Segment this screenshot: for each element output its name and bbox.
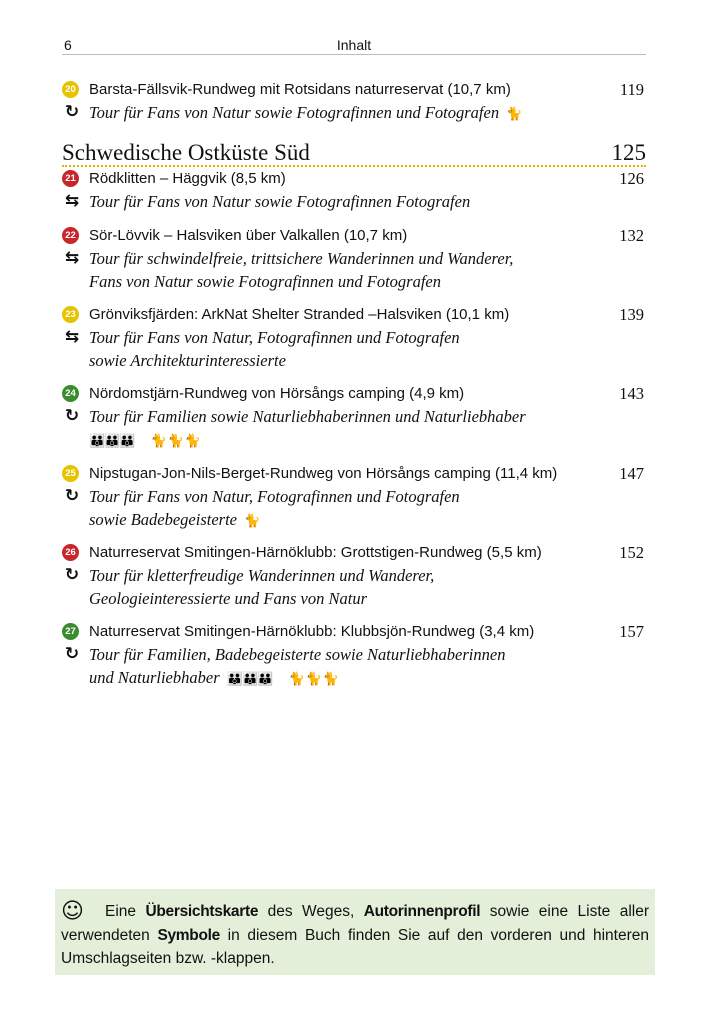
entry-description-row <box>62 101 646 124</box>
dog-friendly-icon: 🐈🐈🐈 <box>288 672 341 687</box>
entry-description: Fans von Natur sowie Fotografinnen und Fotografen <box>89 272 441 291</box>
family-friendly-icon: 👪👪👪 <box>223 672 273 687</box>
entry-description: Tour für Fans von Natur sowie Fotografinnen und Fotografen <box>89 103 500 122</box>
entry-page-number: 147 <box>619 464 644 483</box>
section-page-number: 125 <box>611 140 646 165</box>
toc-entry-26[interactable] <box>62 541 646 610</box>
tour-number-badge: 21 <box>62 170 79 187</box>
page-number: 6 <box>64 37 72 53</box>
entry-description: Tour für Fans von Natur, Fotografinnen und Fotografen <box>89 328 460 347</box>
toc-entry-21[interactable] <box>62 167 646 213</box>
entry-title: Naturreservat Smitingen-Härnöklubb: Grottstigen-Rundweg (5,5 km) <box>89 544 542 561</box>
smiley-icon: ☺ <box>61 899 84 924</box>
entry-description: und Naturliebhaber <box>89 668 220 687</box>
section-title: Schwedische Ostküste Süd <box>62 140 310 165</box>
entry-description: Tour für Familien sowie Naturliebhaberinnen und Naturliebhaber <box>89 407 526 426</box>
entry-page-number: 157 <box>619 622 644 641</box>
entry-description: Tour für kletterfreudige Wanderinnen und Wanderer, <box>89 566 435 585</box>
running-header-title: Inhalt <box>336 37 372 53</box>
toc-entry-20[interactable] <box>62 78 646 124</box>
entry-title: Nipstugan-Jon-Nils-Berget-Rundweg von Hörsångs camping (11,4 km) <box>89 465 558 482</box>
dog-friendly-icon: 🐈 <box>503 107 522 122</box>
loop-route-icon: ↻ <box>64 565 80 585</box>
info-note-text: ☺ Eine Übersichtskarte des Weges, Autorinnenprofil sowie eine Liste aller verwendeten Symbole in diesem Buch finden Sie auf den vorderen und hinteren Umschlagseiten bzw. -klappen. <box>61 899 650 967</box>
entry-title: Naturreservat Smitingen-Härnöklubb: Klubbsjön-Rundweg (3,4 km) <box>89 623 535 640</box>
dog-friendly-icon: 🐈🐈🐈 <box>150 434 203 449</box>
loop-route-icon: ↻ <box>64 102 80 122</box>
tour-number-badge: 27 <box>62 623 79 640</box>
entry-description: Geologieinteressierte und Fans von Natur <box>89 589 368 608</box>
entry-title: Barsta-Fällsvik-Rundweg mit Rotsidans naturreservat (10,7 km) <box>89 81 511 98</box>
tour-number-badge: 20 <box>62 81 79 98</box>
entry-description: Tour für Fans von Natur sowie Fotografinnen Fotografen <box>89 192 471 211</box>
entry-description: Tour für Familien, Badebegeisterte sowie Naturliebhaberinnen <box>89 645 506 664</box>
entry-title: Grönviksfjärden: ArkNat Shelter Stranded –Halsviken (10,1 km) <box>89 306 510 323</box>
entry-page-number: 119 <box>619 80 644 99</box>
tour-number-badge: 25 <box>62 465 79 482</box>
entry-page-number: 126 <box>619 169 644 188</box>
info-note <box>55 889 655 975</box>
out-and-back-route-icon: ⇆ <box>64 248 80 268</box>
loop-route-icon: ↻ <box>64 644 80 664</box>
tour-number-badge: 22 <box>62 227 79 244</box>
entry-description: sowie Badebegeisterte <box>89 510 238 529</box>
entry-title: Rödklitten – Häggvik (8,5 km) <box>89 170 286 187</box>
toc-entry-25[interactable] <box>62 462 646 531</box>
entry-description: Tour für Fans von Natur, Fotografinnen und Fotografen <box>89 487 460 506</box>
tour-number-badge: 26 <box>62 544 79 561</box>
toc-entry-27[interactable] <box>62 620 646 689</box>
dog-friendly-icon: 🐈 <box>241 514 260 529</box>
toc-entry-24[interactable] <box>62 382 646 451</box>
toc-entry-22[interactable] <box>62 224 646 293</box>
entry-title: Sör-Lövvik – Halsviken über Valkallen (10,7 km) <box>89 227 408 244</box>
toc-entry-23[interactable] <box>62 303 646 372</box>
tour-number-badge: 24 <box>62 385 79 402</box>
entry-title-row <box>62 78 646 101</box>
tour-number-badge: 23 <box>62 306 79 323</box>
loop-route-icon: ↻ <box>64 406 80 426</box>
section-heading[interactable] <box>62 141 646 167</box>
page-header <box>62 36 646 55</box>
out-and-back-route-icon: ⇆ <box>64 327 80 347</box>
entry-page-number: 143 <box>619 384 644 403</box>
loop-route-icon: ↻ <box>64 486 80 506</box>
entry-title: Nördomstjärn-Rundweg von Hörsångs camping (4,9 km) <box>89 385 465 402</box>
family-friendly-icon: 👪👪👪 <box>89 434 135 449</box>
out-and-back-route-icon: ⇆ <box>64 191 80 211</box>
entry-description: sowie Architekturinteressierte <box>89 351 286 370</box>
entry-page-number: 152 <box>619 543 644 562</box>
entry-page-number: 139 <box>619 305 644 324</box>
entry-description: Tour für schwindelfreie, trittsichere Wanderinnen und Wanderer, <box>89 249 514 268</box>
entry-page-number: 132 <box>619 226 644 245</box>
